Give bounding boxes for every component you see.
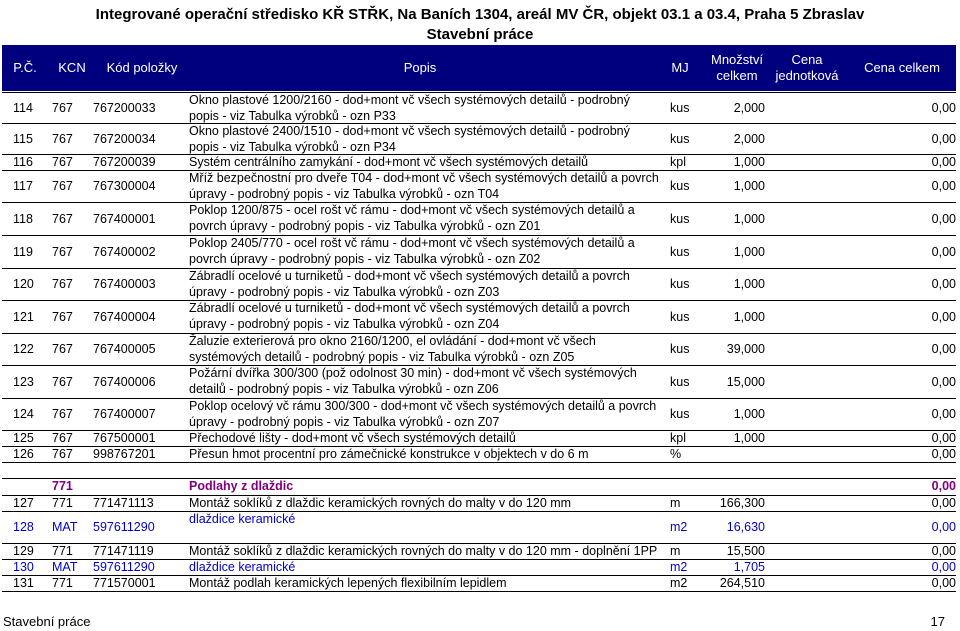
col-header-kcn: KCN (58, 60, 86, 75)
row-popis: Poklop 1200/875 - ocel rošt vč rámu - dod+mont vč všech systémových detailů a povrch úpravy - podrobný popis - viz Tabulka výrobků - ozn Z01 (189, 203, 635, 233)
row-mj: kus (670, 374, 690, 389)
row-kcn: 767 (52, 100, 73, 115)
table-row (2, 575, 956, 591)
row-pc: 124 (13, 407, 34, 421)
row-pc: 131 (13, 576, 34, 590)
row-pc: 118 (13, 211, 33, 226)
document-subtitle: Stavební práce (426, 26, 534, 43)
row-mnozstvi: 2,000 (733, 100, 765, 115)
row-mnozstvi: 1,000 (733, 309, 765, 324)
row-mnozstvi: 1,000 (733, 431, 765, 445)
row-kod: 767200034 (93, 131, 156, 146)
row-kod: 767300004 (93, 179, 156, 193)
table-row (2, 446, 956, 462)
row-mj: kus (670, 342, 690, 356)
row-cena-celkem: 0,00 (931, 244, 956, 259)
row-popis: Poklop ocelový vč rámu 300/300 - dod+mont vč všech systémových detailů a povrch úpravy - podrobný popis - viz Tabulka výrobků - ozn Z07 (189, 399, 657, 429)
row-popis: Zábradlí ocelové u turniketů - dod+mont vč všech systémových detailů a povrch úpravy - podrobný popis - viz Tabulka výrobků - ozn Z03 (189, 269, 630, 299)
row-mj: m2 (670, 520, 688, 534)
row-mnozstvi: 1,000 (733, 244, 765, 259)
row-kod: 767400006 (93, 374, 156, 389)
section-row (2, 478, 956, 494)
row-kcn: 767 (52, 131, 73, 146)
section-kcn: 771 (52, 479, 73, 493)
row-popis: Přechodové lišty - dod+mont vč všech systémových detailů (189, 431, 516, 445)
row-kod: 771471119 (93, 544, 154, 558)
row-pc: 119 (13, 244, 33, 259)
col-header-popis: Popis (403, 60, 437, 75)
row-pc: 128 (13, 520, 34, 534)
row-kcn: MAT (52, 560, 78, 574)
table-row (2, 202, 956, 235)
row-mnozstvi: 1,000 (733, 211, 765, 226)
row-pc: 122 (13, 342, 34, 356)
row-popis: dlaždice keramické (189, 512, 296, 526)
row-mj: kus (670, 309, 690, 324)
row-kod: 771471113 (93, 496, 154, 510)
row-mnozstvi: 166,300 (719, 496, 765, 510)
row-kod: 767400007 (93, 407, 156, 421)
table-row (2, 543, 956, 559)
table-row (2, 511, 956, 543)
row-popis: Přesun hmot procentní pro zámečnické konstrukce v objektech v do 6 m (189, 447, 589, 461)
row-popis: dlaždice keramické (189, 560, 296, 574)
row-kcn: 767 (52, 179, 73, 193)
row-cena-celkem: 0,00 (931, 179, 956, 193)
row-popis: Systém centrálního zamykání - dod+mont vč všech systémových detailů (189, 155, 589, 169)
row-cena-celkem: 0,00 (931, 309, 956, 324)
row-popis: Okno plastové 1200/2160 - dod+mont vč všech systémových detailů - podrobný popis - viz Tabulka výrobků - ozn P33 (189, 93, 630, 123)
row-pc: 120 (13, 277, 34, 291)
section-cena-celkem: 0,00 (931, 479, 956, 493)
table-row (2, 170, 956, 202)
row-popis: Požární dvířka 300/300 (pož odolnost 30 min) - dod+mont vč všech systémových detailů - podrobný popis - viz Tabulka výrobků - ozn Z06 (189, 366, 637, 396)
col-header-kod: Kód položky (106, 60, 178, 75)
row-pc: 115 (13, 131, 33, 146)
col-header-cena-celkem: Cena celkem (864, 60, 940, 75)
footer-label: Stavební práce (3, 614, 91, 629)
row-cena-celkem: 0,00 (931, 277, 956, 291)
row-mj: kpl (670, 431, 686, 445)
row-mj: kus (670, 407, 690, 421)
row-cena-celkem: 0,00 (931, 100, 956, 115)
col-header-mj: MJ (671, 60, 689, 75)
row-cena-celkem: 0,00 (931, 211, 956, 226)
row-popis: Zábradlí ocelové u turniketů - dod+mont vč všech systémových detailů a povrch úpravy - podrobný popis - viz Tabulka výrobků - ozn Z04 (189, 301, 630, 331)
row-pc: 129 (13, 544, 34, 558)
row-mj: kus (670, 277, 690, 291)
row-kod: 767500001 (93, 431, 156, 445)
row-mnozstvi: 264,510 (719, 576, 765, 590)
row-popis: Žaluzie exterierová pro okno 2160/1200, el ovládání - dod+mont vč všech systémových detailů - podrobný popis - viz Tabulka výrobků - ozn Z05 (189, 334, 596, 364)
row-pc: 127 (13, 496, 34, 510)
row-pc: 117 (13, 179, 33, 193)
row-mj: kus (670, 131, 690, 146)
row-mj: % (670, 447, 682, 461)
row-kcn: MAT (52, 520, 78, 534)
row-kod: 767400002 (93, 244, 156, 259)
row-kod: 597611290 (93, 520, 155, 534)
row-cena-celkem: 0,00 (931, 431, 956, 445)
row-mnozstvi: 39,000 (726, 342, 765, 356)
row-mnozstvi: 15,500 (726, 544, 765, 558)
row-mj: m (670, 496, 681, 510)
table-row (2, 559, 956, 575)
table-row (2, 333, 956, 365)
row-cena-celkem: 0,00 (931, 447, 956, 461)
table-row (2, 123, 956, 154)
col-header-mnozstvi: Množství celkem (710, 52, 763, 83)
row-kcn: 771 (52, 496, 73, 510)
row-popis: Montáž podlah keramických lepených flexibilním lepidlem (189, 576, 507, 590)
row-mj: kus (670, 179, 690, 193)
row-pc: 125 (13, 431, 34, 445)
row-cena-celkem: 0,00 (931, 496, 956, 510)
row-kod: 998767201 (93, 447, 156, 461)
row-kcn: 767 (52, 244, 73, 259)
row-cena-celkem: 0,00 (931, 407, 956, 421)
row-pc: 121 (13, 309, 34, 324)
table-row (2, 235, 956, 268)
row-kod: 767200033 (93, 100, 156, 115)
row-mj: kus (670, 100, 690, 115)
row-mnozstvi: 1,000 (733, 179, 765, 193)
col-header-pc: P.Č. (13, 60, 37, 75)
row-mj: m (670, 544, 681, 558)
row-popis: Okno plastové 2400/1510 - dod+mont vč všech systémových detailů - podrobný popis - viz Tabulka výrobků - ozn P34 (189, 124, 630, 154)
row-kcn: 767 (52, 431, 73, 445)
row-pc: 116 (13, 155, 33, 169)
table-row (2, 92, 956, 123)
row-kod: 767200039 (93, 155, 156, 169)
row-mj: kus (670, 244, 690, 259)
row-kcn: 771 (52, 576, 73, 590)
row-divider (2, 591, 956, 592)
row-kcn: 767 (52, 342, 73, 356)
row-cena-celkem: 0,00 (931, 576, 956, 590)
table-row (2, 365, 956, 398)
row-kcn: 767 (52, 309, 73, 324)
row-popis: Montáž soklíků z dlaždic keramických rovných do malty v do 120 mm (189, 496, 572, 510)
row-popis: Mříž bezpečnostní pro dveře T04 - dod+mont vč všech systémových detailů a povrch úpravy - podrobný popis - viz Tabulka výrobků - ozn T04 (189, 171, 659, 201)
row-mnozstvi: 1,000 (733, 407, 765, 421)
row-cena-celkem: 0,00 (931, 155, 956, 169)
row-kod: 767400005 (93, 342, 156, 356)
row-mnozstvi: 15,000 (726, 374, 765, 389)
table-row (2, 398, 956, 430)
row-mnozstvi: 1,705 (733, 560, 765, 574)
row-kod: 767400003 (93, 277, 156, 291)
row-mj: kus (670, 211, 690, 226)
row-mnozstvi: 1,000 (733, 277, 765, 291)
row-kod: 597611290 (93, 560, 155, 574)
row-cena-celkem: 0,00 (931, 520, 956, 534)
table-header (2, 45, 956, 91)
row-kod: 771570001 (93, 576, 156, 590)
row-kcn: 767 (52, 374, 73, 389)
row-kcn: 767 (52, 407, 73, 421)
row-cena-celkem: 0,00 (931, 374, 956, 389)
row-popis: Poklop 2405/770 - ocel rošt vč rámu - dod+mont vč všech systémových detailů a povrch úpravy - podrobný popis - viz Tabulka výrobků - ozn Z02 (189, 236, 635, 266)
col-header-cena: Cena jednotková (775, 52, 839, 83)
row-mj: m2 (670, 576, 688, 590)
row-pc: 126 (13, 447, 34, 461)
row-cena-celkem: 0,00 (931, 342, 956, 356)
section-title: Podlahy z dlaždic (189, 479, 294, 493)
row-mj: kpl (670, 155, 686, 169)
row-kcn: 767 (52, 155, 73, 169)
row-pc: 130 (13, 560, 34, 574)
row-kcn: 767 (52, 447, 73, 461)
table-row (2, 154, 956, 170)
document-title: Integrované operační středisko KŘ STŘK, Na Baních 1304, areál MV ČR, objekt 03.1 a 03.4, Praha 5 Zbraslav (95, 6, 865, 23)
row-pc: 123 (13, 374, 34, 389)
row-kcn: 771 (52, 544, 73, 558)
row-kcn: 767 (52, 211, 73, 226)
row-popis: Montáž soklíků z dlaždic keramických rovných do malty v do 120 mm - doplnění 1PP (189, 544, 658, 558)
row-mnozstvi: 2,000 (733, 131, 765, 146)
table-row (2, 430, 956, 446)
row-divider (2, 462, 956, 463)
row-cena-celkem: 0,00 (931, 560, 956, 574)
row-cena-celkem: 0,00 (931, 544, 956, 558)
table-row (2, 495, 956, 511)
table-row (2, 300, 956, 333)
row-kcn: 767 (52, 277, 73, 291)
page-number: 17 (930, 614, 945, 629)
row-kod: 767400004 (93, 309, 156, 324)
row-kod: 767400001 (93, 211, 156, 226)
row-pc: 114 (13, 100, 33, 115)
row-cena-celkem: 0,00 (931, 131, 956, 146)
row-mj: m2 (670, 560, 688, 574)
row-mnozstvi: 1,000 (733, 155, 765, 169)
row-mnozstvi: 16,630 (726, 520, 765, 534)
table-row (2, 268, 956, 300)
